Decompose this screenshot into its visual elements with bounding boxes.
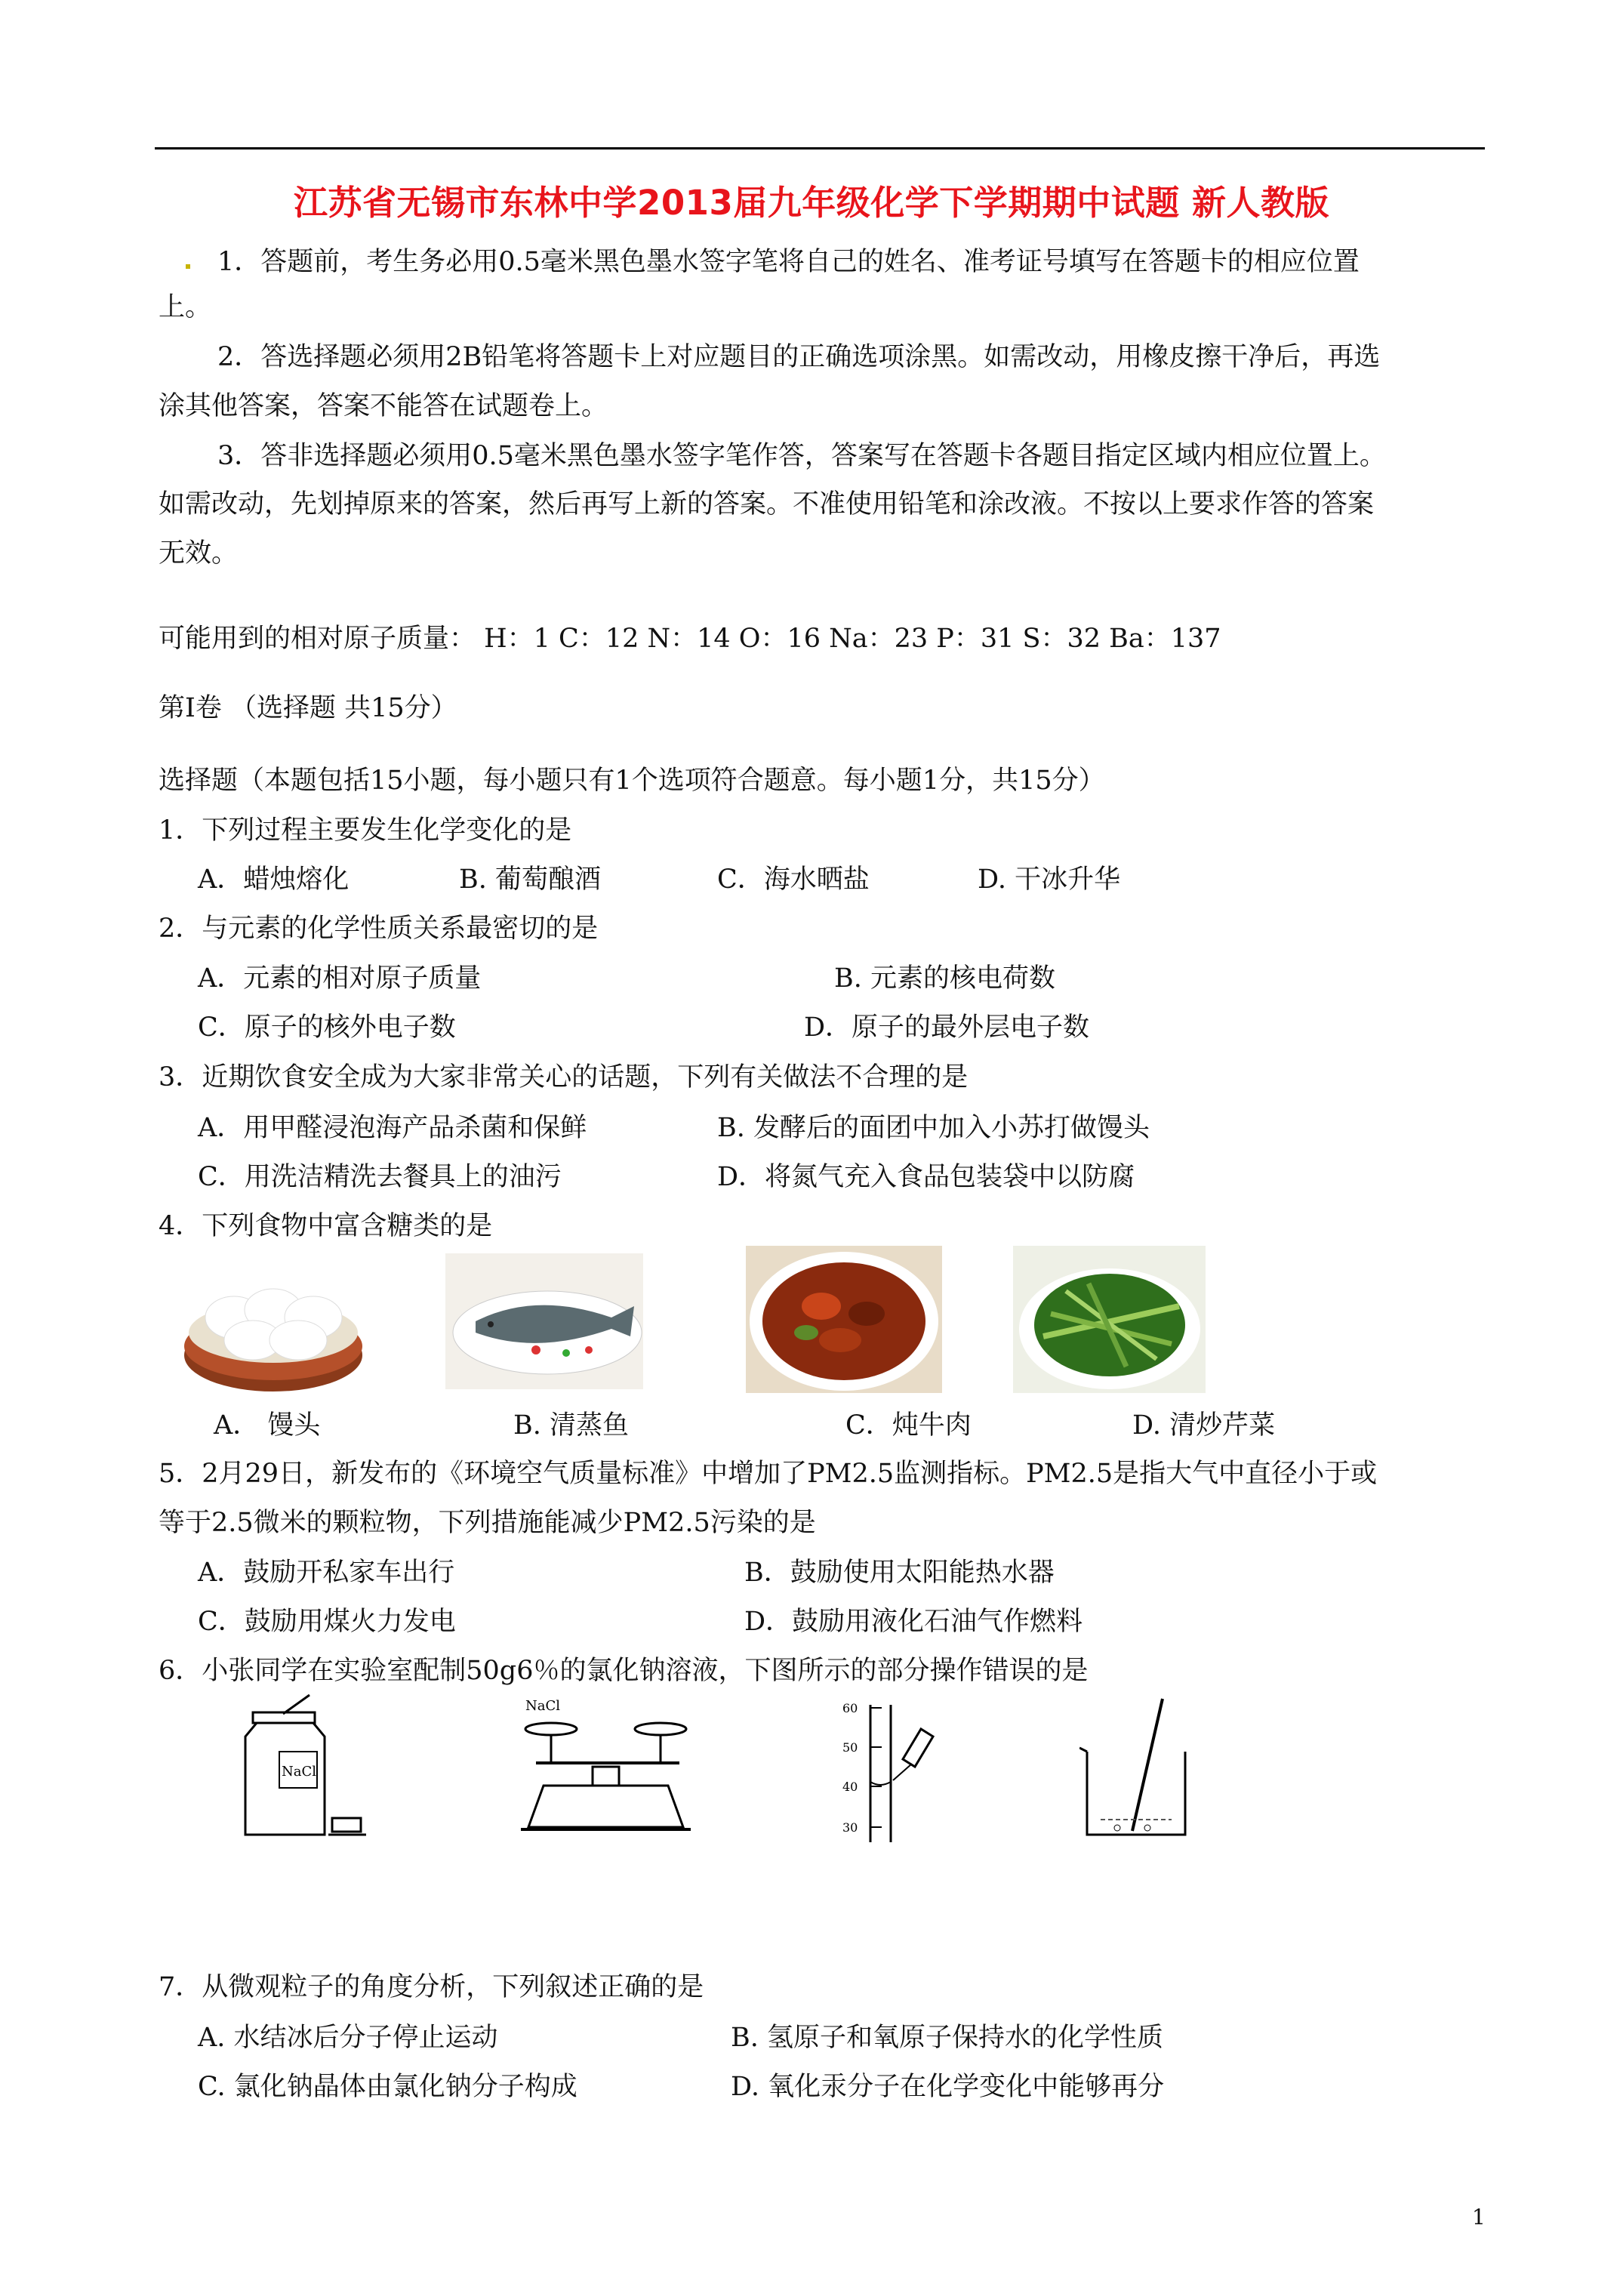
question-5-option-d: D．鼓励用液化石油气作燃料	[744, 1607, 1083, 1637]
question-1-option-c: C．海水晒盐	[717, 864, 870, 895]
question-3-option-b: B. 发酵后的面团中加入小苏打做馒头	[717, 1113, 1150, 1143]
reagent-bottle-figure	[238, 1691, 381, 1842]
question-4-option-c: C．炖牛肉	[845, 1410, 972, 1441]
question-2-option-b: B. 元素的核电荷数	[834, 963, 1055, 994]
question-1-option-d: D. 干冰升华	[978, 864, 1121, 895]
question-4-option-d: D. 清炒芹菜	[1132, 1410, 1276, 1441]
question-5-option-c: C．鼓励用煤火力发电	[198, 1607, 456, 1637]
margin-dot	[186, 264, 190, 269]
cylinder-mark-30: 30	[842, 1820, 858, 1835]
question-2-option-c: C．原子的核外电子数	[198, 1012, 456, 1043]
question-3-option-a: A．用甲醛浸泡海产品杀菌和保鲜	[198, 1113, 587, 1143]
question-6-stem: 6．小张同学在实验室配制50g6％的氯化钠溶液，下图所示的部分操作错误的是	[159, 1656, 1089, 1686]
question-7-stem: 7．从微观粒子的角度分析，下列叙述正确的是	[159, 1972, 704, 2002]
instruction-3-line-1: 3．答非选择题必须用0.5毫米黑色墨水签字笔作答，答案写在答题卡各题目指定区域内相应位置上。	[217, 441, 1386, 471]
instruction-3-line-2: 如需改动，先划掉原来的答案，然后再写上新的答案。不准使用铅笔和涂改液。不按以上要求作答的答案	[159, 489, 1375, 519]
question-7-option-b: B. 氢原子和氧原子保持水的化学性质	[731, 2023, 1163, 2053]
stewed-beef-image	[746, 1246, 942, 1393]
question-7-option-a: A. 水结冰后分子停止运动	[198, 2023, 498, 2053]
balance-label: NaCl	[525, 1698, 561, 1714]
instruction-1-line-2: 上。	[159, 292, 212, 322]
section-heading: 第Ⅰ卷 （选择题 共15分）	[159, 693, 457, 723]
question-2-stem: 2．与元素的化学性质关系最密切的是	[159, 914, 599, 944]
steamed-fish-image	[445, 1253, 643, 1389]
question-1-option-b: B. 葡萄酿酒	[459, 864, 601, 895]
instruction-3-line-3: 无效。	[159, 538, 239, 569]
question-4-option-b: B. 清蒸鱼	[513, 1410, 629, 1441]
beaker-stirring-figure	[1079, 1695, 1200, 1842]
question-3-option-d: D．将氮气充入食品包装袋中以防腐	[717, 1162, 1135, 1192]
question-5-option-b: B．鼓励使用太阳能热水器	[744, 1558, 1055, 1588]
section-intro: 选择题（本题包括15小题，每小题只有1个选项符合题意。每小题1分，共15分）	[159, 766, 1105, 796]
fried-celery-image	[1013, 1246, 1206, 1393]
page-number: 1	[1472, 2205, 1486, 2230]
cylinder-mark-60: 60	[842, 1701, 858, 1715]
question-4-stem: 4．下列食物中富含糖类的是	[159, 1211, 493, 1241]
question-3-option-c: C．用洗洁精洗去餐具上的油污	[198, 1162, 562, 1192]
question-1-stem: 1．下列过程主要发生化学变化的是	[159, 815, 572, 846]
graduated-cylinder-figure	[836, 1699, 950, 1846]
question-7-option-d: D. 氧化汞分子在化学变化中能够再分	[731, 2072, 1165, 2102]
header-rule	[155, 147, 1485, 149]
question-5-option-a: A．鼓励开私家车出行	[198, 1558, 455, 1588]
exam-title: 江苏省无锡市东林中学2013届九年级化学下学期期中试题 新人教版	[294, 183, 1329, 223]
cylinder-mark-40: 40	[842, 1780, 858, 1794]
question-5-stem-line-2: 等于2.5微米的颗粒物，下列措施能减少PM2.5污染的是	[159, 1508, 816, 1538]
balance-figure	[521, 1695, 694, 1838]
question-7-option-c: C. 氯化钠晶体由氯化钠分子构成	[198, 2072, 577, 2102]
question-2-option-d: D．原子的最外层电子数	[804, 1012, 1090, 1043]
bottle-label: NaCl	[282, 1764, 317, 1780]
instruction-2-line-2: 涂其他答案，答案不能答在试题卷上。	[159, 391, 608, 421]
question-1-option-a: A．蜡烛熔化	[198, 864, 350, 895]
question-2-option-a: A．元素的相对原子质量	[198, 963, 482, 994]
question-4-option-a: A． 馒头	[214, 1410, 321, 1441]
instruction-1-line-1: 1．答题前，考生务必用0.5毫米黑色墨水签字笔将自己的姓名、准考证号填写在答题卡的相应位置	[217, 247, 1360, 277]
instruction-2-line-1: 2．答选择题必须用2B铅笔将答题卡上对应题目的正确选项涂黑。如需改动，用橡皮擦干净后，再选	[217, 342, 1381, 372]
question-5-stem-line-1: 5．2月29日，新发布的《环境空气质量标准》中增加了PM2.5监测指标。PM2.5是指大气中直径小于或	[159, 1459, 1378, 1489]
question-3-stem: 3．近期饮食安全成为大家非常关心的话题，下列有关做法不合理的是	[159, 1062, 969, 1093]
atomic-masses: 可能用到的相对原子质量： H：1 C：12 N：14 O：16 Na：23 P：31 S：32 Ba：137	[159, 624, 1221, 654]
cylinder-mark-50: 50	[842, 1740, 858, 1755]
steamed-buns-image	[181, 1257, 366, 1397]
